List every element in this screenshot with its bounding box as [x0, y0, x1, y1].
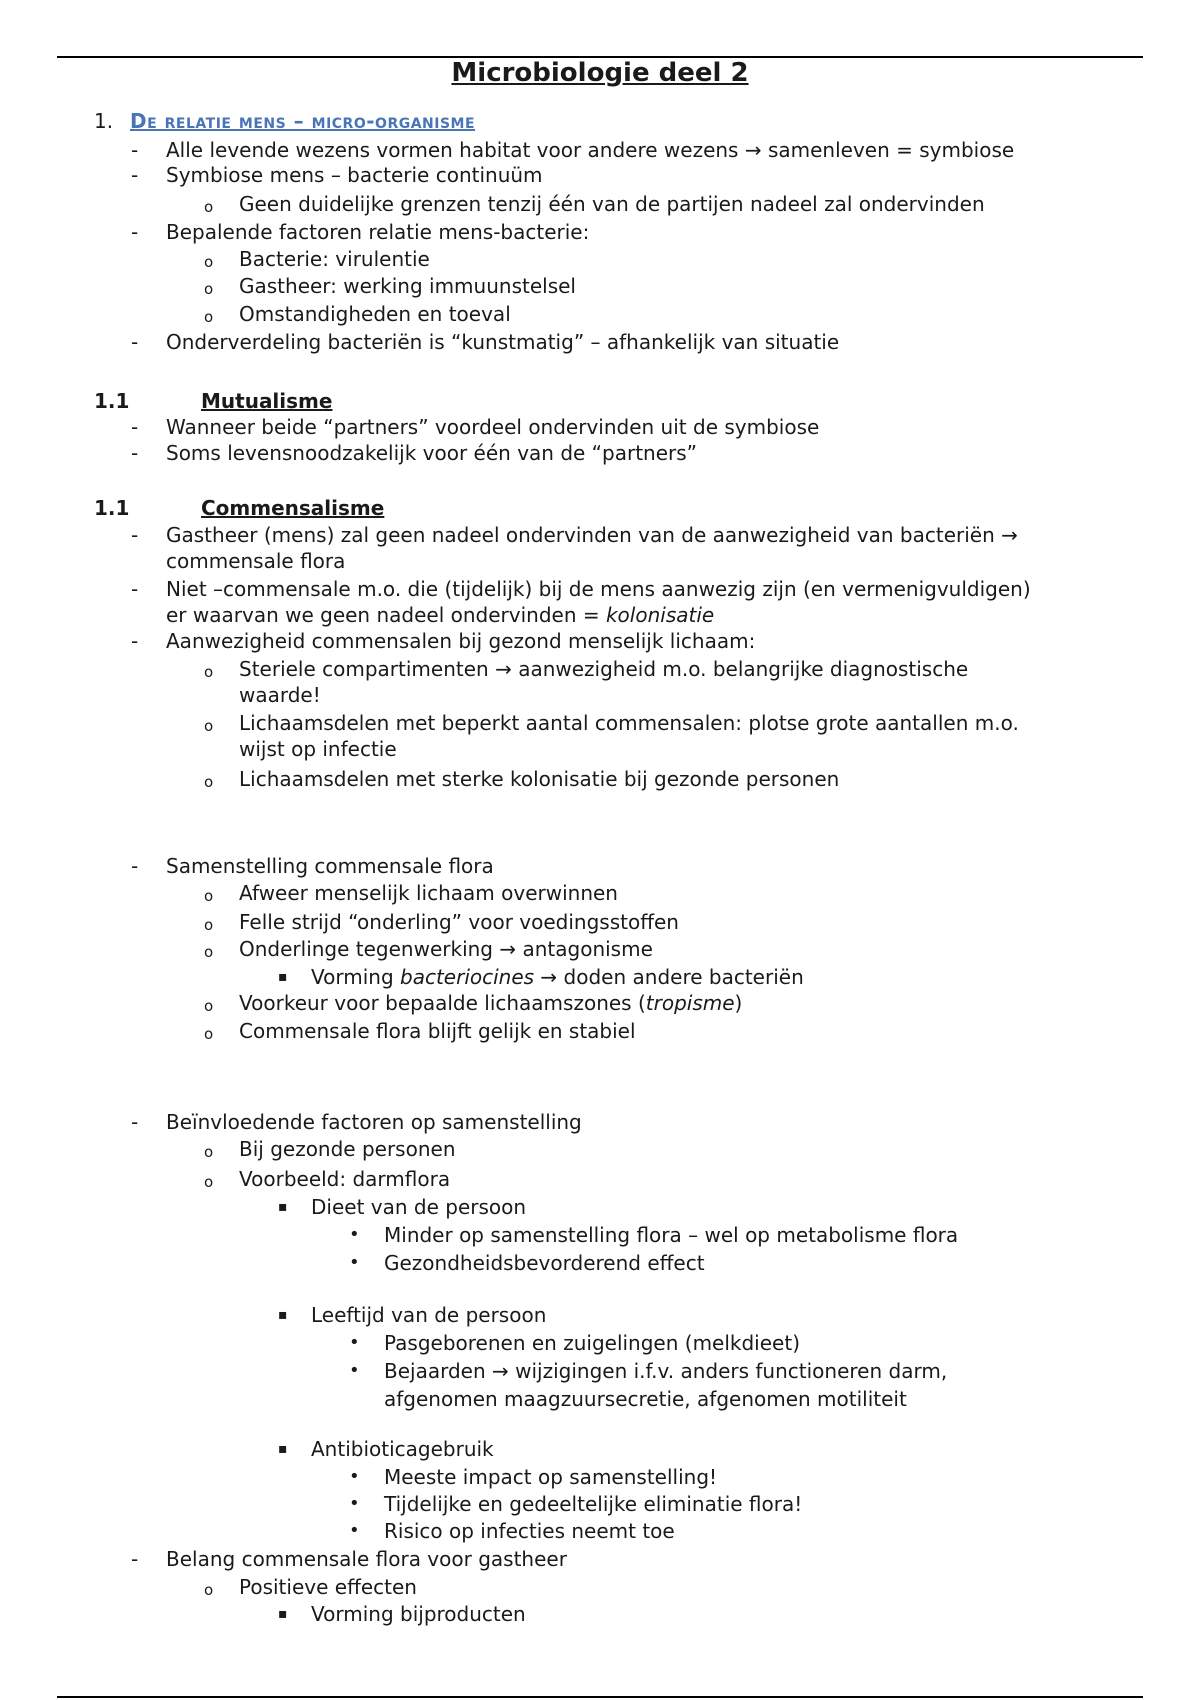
dot-bullet-marker: • — [349, 1252, 360, 1273]
dash-bullet-marker: - — [131, 415, 139, 439]
dot-bullet-marker: • — [349, 1332, 360, 1353]
list-item — [384, 1518, 675, 1544]
list-item-text: Omstandigheden en toeval — [239, 302, 511, 326]
list-item-text: Wanneer beide “partners” voordeel ondervinden uit de symbiose — [166, 415, 820, 439]
list-item-text: Commensale flora blijft gelijk en stabiel — [239, 1019, 636, 1043]
list-item — [384, 1358, 947, 1384]
list-item-text: Vorming bijproducten — [311, 1602, 526, 1626]
list-item-text: Gastheer: werking immuunstelsel — [239, 274, 576, 298]
list-item — [239, 880, 618, 906]
list-item — [311, 1601, 526, 1627]
circle-bullet-marker: o — [204, 198, 214, 216]
list-item-text: Samenstelling commensale flora — [166, 854, 494, 878]
dot-bullet-marker: • — [349, 1224, 360, 1245]
list-item — [166, 602, 714, 628]
circle-bullet-marker: o — [204, 280, 214, 298]
list-item-text: Bepalende factoren relatie mens-bacterie: — [166, 220, 590, 244]
list-item-text-after: → doden andere bacteriën — [534, 965, 804, 989]
list-item-text: Gezondheidsbevorderend effect — [384, 1251, 705, 1275]
dash-bullet-marker: - — [131, 330, 139, 354]
list-item — [166, 414, 819, 440]
dash-bullet-marker: - — [131, 629, 139, 653]
list-item-text: Beïnvloedende factoren op samenstelling — [166, 1110, 582, 1134]
list-item-text: Niet –commensale m.o. die (tijdelijk) bij de mens aanwezig zijn (en vermenigvuldigen) — [166, 577, 1031, 601]
list-item-text: waarde! — [239, 683, 321, 707]
page-title: Microbiologie deel 2 — [451, 58, 749, 88]
list-item-text: Gastheer (mens) zal geen nadeel ondervinden van de aanwezigheid van bacteriën → — [166, 523, 1018, 547]
list-item-text: Bacterie: virulentie — [239, 247, 430, 271]
list-item — [166, 219, 589, 245]
list-item-text: Positieve effecten — [239, 1575, 417, 1599]
list-item-text: Minder op samenstelling flora – wel op metabolisme flora — [384, 1223, 959, 1247]
list-item — [166, 137, 1014, 163]
list-item-text: wijst op infectie — [239, 737, 397, 761]
list-item-text: Dieet van de persoon — [311, 1195, 527, 1219]
list-item — [384, 1386, 907, 1412]
list-item — [384, 1491, 802, 1517]
dash-bullet-marker: - — [131, 577, 139, 601]
list-item — [239, 682, 321, 708]
bottom-rule — [57, 1696, 1143, 1698]
circle-bullet-marker: o — [204, 773, 214, 791]
list-item — [311, 1302, 546, 1328]
circle-bullet-marker: o — [204, 916, 214, 934]
list-item — [239, 301, 511, 327]
circle-bullet-marker: o — [204, 1581, 214, 1599]
list-item — [239, 736, 397, 762]
list-item — [311, 1194, 526, 1220]
list-item — [239, 936, 653, 962]
dash-bullet-marker: - — [131, 1547, 139, 1571]
list-item-text: Antibioticagebruik — [311, 1437, 494, 1461]
square-bullet-marker: ▪ — [278, 1441, 288, 1457]
chapter-number: 1. — [94, 109, 114, 133]
list-item-text: Onderverdeling bacteriën is “kunstmatig” – afhankelijk van situatie — [166, 330, 840, 354]
list-item — [239, 246, 430, 272]
list-item-italic-term: tropisme — [645, 991, 735, 1015]
list-item-text: afgenomen maagzuursecretie, afgenomen motiliteit — [384, 1387, 907, 1411]
list-item — [239, 990, 742, 1016]
list-item — [384, 1464, 717, 1490]
list-item-text: Leeftijd van de persoon — [311, 1303, 547, 1327]
list-item-text: Alle levende wezens vormen habitat voor andere wezens → samenleven = symbiose — [166, 138, 1015, 162]
dot-bullet-marker: • — [349, 1360, 360, 1381]
circle-bullet-marker: o — [204, 997, 214, 1015]
list-item-text: Bejaarden → wijzigingen i.f.v. anders functioneren darm, — [384, 1359, 948, 1383]
list-item-text-after: ) — [734, 991, 743, 1015]
list-item — [239, 710, 1019, 736]
list-item-text: Aanwezigheid commensalen bij gezond menselijk lichaam: — [166, 629, 756, 653]
list-item-text: Belang commensale flora voor gastheer — [166, 1547, 567, 1571]
section-number-commensalisme: 1.1 — [94, 496, 130, 520]
list-item — [166, 853, 494, 879]
list-item-text: Meeste impact op samenstelling! — [384, 1465, 718, 1489]
list-item — [166, 1109, 582, 1135]
list-item — [166, 1546, 567, 1572]
list-item — [239, 1018, 636, 1044]
list-item — [384, 1330, 800, 1356]
list-item — [239, 1166, 450, 1192]
list-item — [166, 329, 839, 355]
list-item-text: Voorkeur voor bepaalde lichaamszones ( — [239, 991, 646, 1015]
list-item-text: Steriele compartimenten → aanwezigheid m.o. belangrijke diagnostische — [239, 657, 969, 681]
list-item — [166, 628, 755, 654]
dash-bullet-marker: - — [131, 138, 139, 162]
dash-bullet-marker: - — [131, 220, 139, 244]
chapter-title: De relatie mens – micro-organisme — [130, 109, 476, 133]
circle-bullet-marker: o — [204, 1143, 214, 1161]
dash-bullet-marker: - — [131, 854, 139, 878]
list-item — [311, 1436, 494, 1462]
circle-bullet-marker: o — [204, 663, 214, 681]
list-item — [166, 522, 1018, 548]
list-item-text: Soms levensnoodzakelijk voor één van de “partners” — [166, 441, 698, 465]
list-item — [239, 1136, 456, 1162]
dash-bullet-marker: - — [131, 441, 139, 465]
list-item-text: Lichaamsdelen met sterke kolonisatie bij gezonde personen — [239, 767, 840, 791]
list-item-italic-term: kolonisatie — [605, 603, 715, 627]
list-item — [239, 909, 679, 935]
list-item-text: er waarvan we geen nadeel ondervinden = — [166, 603, 606, 627]
circle-bullet-marker: o — [204, 717, 214, 735]
list-item — [166, 576, 1031, 602]
dash-bullet-marker: - — [131, 1110, 139, 1134]
list-item — [239, 1574, 417, 1600]
dot-bullet-marker: • — [349, 1520, 360, 1541]
list-item-text: Symbiose mens – bacterie continuüm — [166, 163, 543, 187]
square-bullet-marker: ▪ — [278, 1606, 288, 1622]
list-item — [239, 191, 985, 217]
list-item-text: Vorming — [311, 965, 401, 989]
section-number-mutualisme: 1.1 — [94, 389, 130, 413]
list-item-text: Voorbeeld: darmflora — [239, 1167, 451, 1191]
square-bullet-marker: ▪ — [278, 969, 288, 985]
list-item-text: Risico op infecties neemt toe — [384, 1519, 675, 1543]
list-item-text: Geen duidelijke grenzen tenzij één van de partijen nadeel zal ondervinden — [239, 192, 985, 216]
dot-bullet-marker: • — [349, 1466, 360, 1487]
circle-bullet-marker: o — [204, 253, 214, 271]
list-item — [239, 766, 839, 792]
list-item — [166, 162, 543, 188]
list-item-text: Pasgeborenen en zuigelingen (melkdieet) — [384, 1331, 800, 1355]
list-item-text: commensale flora — [166, 549, 346, 573]
circle-bullet-marker: o — [204, 308, 214, 326]
list-item — [239, 656, 968, 682]
list-item-text: Bij gezonde personen — [239, 1137, 456, 1161]
list-item-text: Onderlinge tegenwerking → antagonisme — [239, 937, 653, 961]
list-item — [166, 440, 697, 466]
circle-bullet-marker: o — [204, 943, 214, 961]
dot-bullet-marker: • — [349, 1493, 360, 1514]
section-title-mutualisme: Mutualisme — [201, 389, 333, 413]
list-item — [384, 1222, 958, 1248]
list-item — [239, 273, 576, 299]
list-item-text: Lichaamsdelen met beperkt aantal commensalen: plotse grote aantallen m.o. — [239, 711, 1019, 735]
list-item-text: Felle strijd “onderling” voor voedingsstoffen — [239, 910, 679, 934]
section-title-commensalisme: Commensalisme — [201, 496, 385, 520]
dash-bullet-marker: - — [131, 523, 139, 547]
square-bullet-marker: ▪ — [278, 1307, 288, 1323]
list-item — [311, 964, 804, 990]
list-item-italic-term: bacteriocines — [400, 965, 535, 989]
list-item-text: Tijdelijke en gedeeltelijke eliminatie flora! — [384, 1492, 803, 1516]
square-bullet-marker: ▪ — [278, 1199, 288, 1215]
dash-bullet-marker: - — [131, 163, 139, 187]
list-item — [166, 548, 345, 574]
circle-bullet-marker: o — [204, 887, 214, 905]
circle-bullet-marker: o — [204, 1025, 214, 1043]
list-item — [384, 1250, 705, 1276]
list-item-text: Afweer menselijk lichaam overwinnen — [239, 881, 618, 905]
circle-bullet-marker: o — [204, 1173, 214, 1191]
